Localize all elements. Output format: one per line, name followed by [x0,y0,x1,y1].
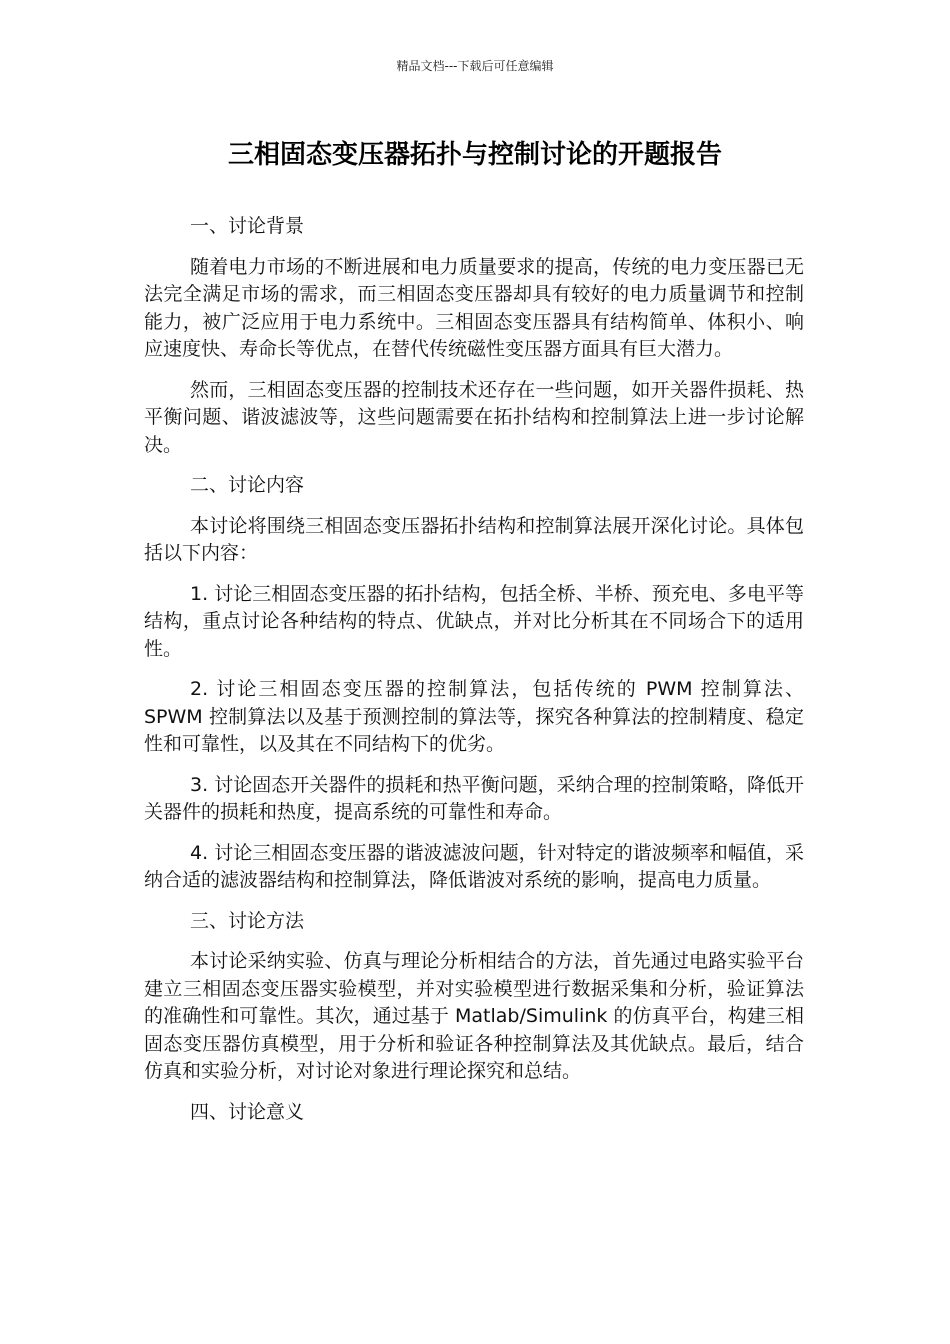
document-body [144,213,804,1139]
list-item-harmonic-filter: 4. 讨论三相固态变压器的谐波滤波问题，针对特定的谐波频率和幅值，采纳合适的滤波器结构和控制算法，降低谐波对系统的影响，提高电力质量。 [144,841,804,891]
section-heading-significance: 四、讨论意义 [190,1100,305,1123]
list-item-control-algorithm: 2. 讨论三相固态变压器的控制算法，包括传统的 PWM 控制算法、SPWM 控制算法以及基于预测控制的算法等，探究各种算法的控制精度、稳定性和可靠性，以及其在不同结构下的优劣。 [144,678,804,755]
paragraph-background-1: 随着电力市场的不断进展和电力质量要求的提高，传统的电力变压器已无法完全满足市场的需求，而三相固态变压器却具有较好的电力质量调节和控制能力，被广泛应用于电力系统中。三相固态变压器具有结构简单、体积小、响应速度快、寿命长等优点，在替代传统磁性变压器方面具有巨大潜力。 [144,255,804,360]
section-heading-background: 一、讨论背景 [190,215,305,237]
paragraph-content-intro: 本讨论将围绕三相固态变压器拓扑结构和控制算法展开深化讨论。具体包括以下内容： [144,514,804,564]
list-item-loss-thermal: 3. 讨论固态开关器件的损耗和热平衡问题，采纳合理的控制策略，降低开关器件的损耗和热度，提高系统的可靠性和寿命。 [144,773,804,823]
paragraph-background-2: 然而，三相固态变压器的控制技术还存在一些问题，如开关器件损耗、热平衡问题、谐波滤波等，这些问题需要在拓扑结构和控制算法上进一步讨论解决。 [144,378,804,456]
page-header-note: 精品文档---下载后可任意编辑 [396,59,554,73]
document-title: 三相固态变压器拓扑与控制讨论的开题报告 [227,140,722,170]
paragraph-method: 本讨论采纳实验、仿真与理论分析相结合的方法，首先通过电路实验平台建立三相固态变压器实验模型，并对实验模型进行数据采集和分析，验证算法的准确性和可靠性。其次，通过基于 Matlab/Simulink 的仿真平台，构建三相固态变压器仿真模型，用于分析和验证各种控制算法及其优缺点。最后，结合仿真和实验分析，对讨论对象进行理论探究和总结。 [144,950,804,1082]
list-item-topology: 1. 讨论三相固态变压器的拓扑结构，包括全桥、半桥、预充电、多电平等结构，重点讨论各种结构的特点、优缺点，并对比分析其在不同场合下的适用性。 [144,582,804,660]
section-heading-method: 三、讨论方法 [190,909,305,932]
section-heading-content: 二、讨论内容 [190,474,305,496]
